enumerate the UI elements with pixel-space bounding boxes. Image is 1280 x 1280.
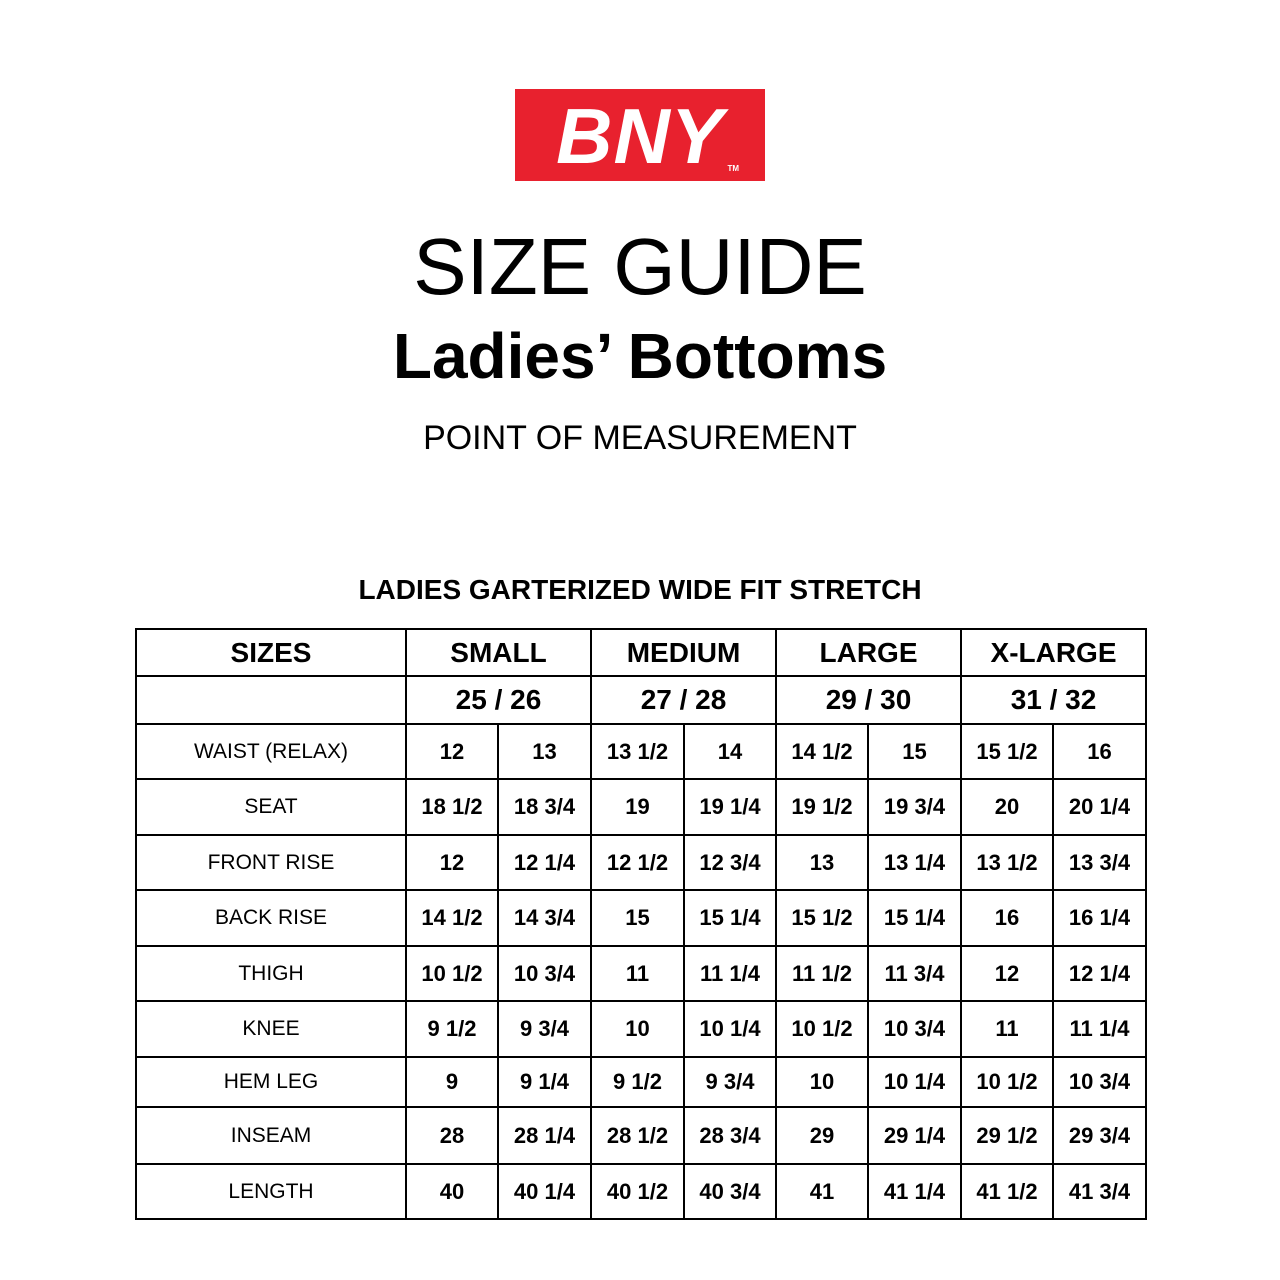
measurement-value: 13 <box>498 724 591 779</box>
measurement-value: 14 3/4 <box>498 890 591 946</box>
logo-text: BNY <box>556 92 724 180</box>
measurement-value: 40 <box>406 1164 498 1219</box>
empty-header-cell <box>136 676 406 724</box>
measurement-value: 12 <box>406 835 498 890</box>
size-range-small: 25 / 26 <box>406 676 591 724</box>
measurement-value: 13 <box>776 835 868 890</box>
table-row <box>136 1057 1146 1107</box>
measurement-value: 12 3/4 <box>684 835 776 890</box>
measurement-value: 41 3/4 <box>1053 1164 1146 1219</box>
measurement-value: 10 <box>776 1057 868 1107</box>
measurement-value: 14 1/2 <box>776 724 868 779</box>
size-name-medium: MEDIUM <box>591 629 776 676</box>
trademark-mark: TM <box>727 164 739 173</box>
measurement-value: 18 3/4 <box>498 779 591 835</box>
measurement-value: 18 1/2 <box>406 779 498 835</box>
measurement-value: 12 <box>961 946 1053 1001</box>
measurement-value: 28 3/4 <box>684 1107 776 1164</box>
measurement-value: 13 1/4 <box>868 835 961 890</box>
measurement-value: 9 1/2 <box>406 1001 498 1057</box>
measurement-value: 40 1/2 <box>591 1164 684 1219</box>
size-range-x-large: 31 / 32 <box>961 676 1146 724</box>
measurement-value: 13 1/2 <box>591 724 684 779</box>
measurement-value: 9 3/4 <box>498 1001 591 1057</box>
size-table <box>135 628 1147 1220</box>
measurement-value: 16 1/4 <box>1053 890 1146 946</box>
measurement-label: LENGTH <box>136 1164 406 1219</box>
measurement-value: 15 1/2 <box>961 724 1053 779</box>
measurement-value: 10 3/4 <box>868 1001 961 1057</box>
size-name-small: SMALL <box>406 629 591 676</box>
measurement-value: 12 <box>406 724 498 779</box>
measurement-value: 41 <box>776 1164 868 1219</box>
size-name-row <box>136 629 1146 676</box>
table-row <box>136 1164 1146 1219</box>
measurement-value: 13 3/4 <box>1053 835 1146 890</box>
measurement-value: 12 1/4 <box>1053 946 1146 1001</box>
measurement-label: KNEE <box>136 1001 406 1057</box>
size-range-row <box>136 676 1146 724</box>
measurement-value: 15 1/4 <box>868 890 961 946</box>
measurement-value: 11 1/4 <box>684 946 776 1001</box>
measurement-value: 11 <box>591 946 684 1001</box>
measurement-value: 29 1/2 <box>961 1107 1053 1164</box>
measurement-value: 15 1/4 <box>684 890 776 946</box>
measurement-label: HEM LEG <box>136 1057 406 1107</box>
measurement-label: INSEAM <box>136 1107 406 1164</box>
page-title: SIZE GUIDE <box>413 222 867 311</box>
measurement-value: 10 1/2 <box>406 946 498 1001</box>
measurement-value: 41 1/4 <box>868 1164 961 1219</box>
measurement-label: FRONT RISE <box>136 835 406 890</box>
measurement-value: 11 1/2 <box>776 946 868 1001</box>
measurement-value: 40 3/4 <box>684 1164 776 1219</box>
measurement-value: 19 <box>591 779 684 835</box>
size-name-large: LARGE <box>776 629 961 676</box>
measurement-value: 10 <box>591 1001 684 1057</box>
measurement-value: 28 1/2 <box>591 1107 684 1164</box>
table-row <box>136 779 1146 835</box>
measurement-value: 12 1/4 <box>498 835 591 890</box>
measurement-value: 9 1/4 <box>498 1057 591 1107</box>
measurement-value: 20 <box>961 779 1053 835</box>
measurement-value: 14 <box>684 724 776 779</box>
measurement-label: BACK RISE <box>136 890 406 946</box>
measurement-value: 10 3/4 <box>1053 1057 1146 1107</box>
table-row <box>136 724 1146 779</box>
measurement-value: 19 1/4 <box>684 779 776 835</box>
measurement-value: 9 1/2 <box>591 1057 684 1107</box>
measurement-value: 10 1/2 <box>776 1001 868 1057</box>
point-of-measurement-heading: POINT OF MEASUREMENT <box>423 419 857 457</box>
sizes-header: SIZES <box>136 629 406 676</box>
table-row <box>136 890 1146 946</box>
measurement-value: 9 3/4 <box>684 1057 776 1107</box>
table-row <box>136 835 1146 890</box>
measurement-value: 11 1/4 <box>1053 1001 1146 1057</box>
size-range-medium: 27 / 28 <box>591 676 776 724</box>
measurement-value: 9 <box>406 1057 498 1107</box>
measurement-value: 29 1/4 <box>868 1107 961 1164</box>
measurement-value: 28 <box>406 1107 498 1164</box>
size-range-large: 29 / 30 <box>776 676 961 724</box>
measurement-value: 14 1/2 <box>406 890 498 946</box>
measurement-value: 13 1/2 <box>961 835 1053 890</box>
measurement-value: 12 1/2 <box>591 835 684 890</box>
measurement-value: 10 1/2 <box>961 1057 1053 1107</box>
measurement-label: SEAT <box>136 779 406 835</box>
measurement-value: 40 1/4 <box>498 1164 591 1219</box>
measurement-value: 19 1/2 <box>776 779 868 835</box>
measurement-value: 16 <box>1053 724 1146 779</box>
table-title: LADIES GARTERIZED WIDE FIT STRETCH <box>358 574 922 605</box>
measurement-value: 10 1/4 <box>684 1001 776 1057</box>
measurement-value: 20 1/4 <box>1053 779 1146 835</box>
measurement-value: 15 <box>591 890 684 946</box>
measurement-value: 10 1/4 <box>868 1057 961 1107</box>
size-name-x-large: X-LARGE <box>961 629 1146 676</box>
measurement-value: 11 3/4 <box>868 946 961 1001</box>
table-row <box>136 1107 1146 1164</box>
measurement-value: 16 <box>961 890 1053 946</box>
measurement-rows <box>136 724 1146 1219</box>
measurement-value: 28 1/4 <box>498 1107 591 1164</box>
table-row <box>136 946 1146 1001</box>
measurement-value: 11 <box>961 1001 1053 1057</box>
measurement-value: 19 3/4 <box>868 779 961 835</box>
measurement-label: THIGH <box>136 946 406 1001</box>
measurement-label: WAIST (RELAX) <box>136 724 406 779</box>
measurement-value: 29 <box>776 1107 868 1164</box>
measurement-value: 10 3/4 <box>498 946 591 1001</box>
bny-logo <box>515 89 765 181</box>
measurement-value: 15 <box>868 724 961 779</box>
table-row <box>136 1001 1146 1057</box>
measurement-value: 41 1/2 <box>961 1164 1053 1219</box>
measurement-value: 29 3/4 <box>1053 1107 1146 1164</box>
measurement-value: 15 1/2 <box>776 890 868 946</box>
page-subtitle: Ladies’ Bottoms <box>392 320 888 392</box>
